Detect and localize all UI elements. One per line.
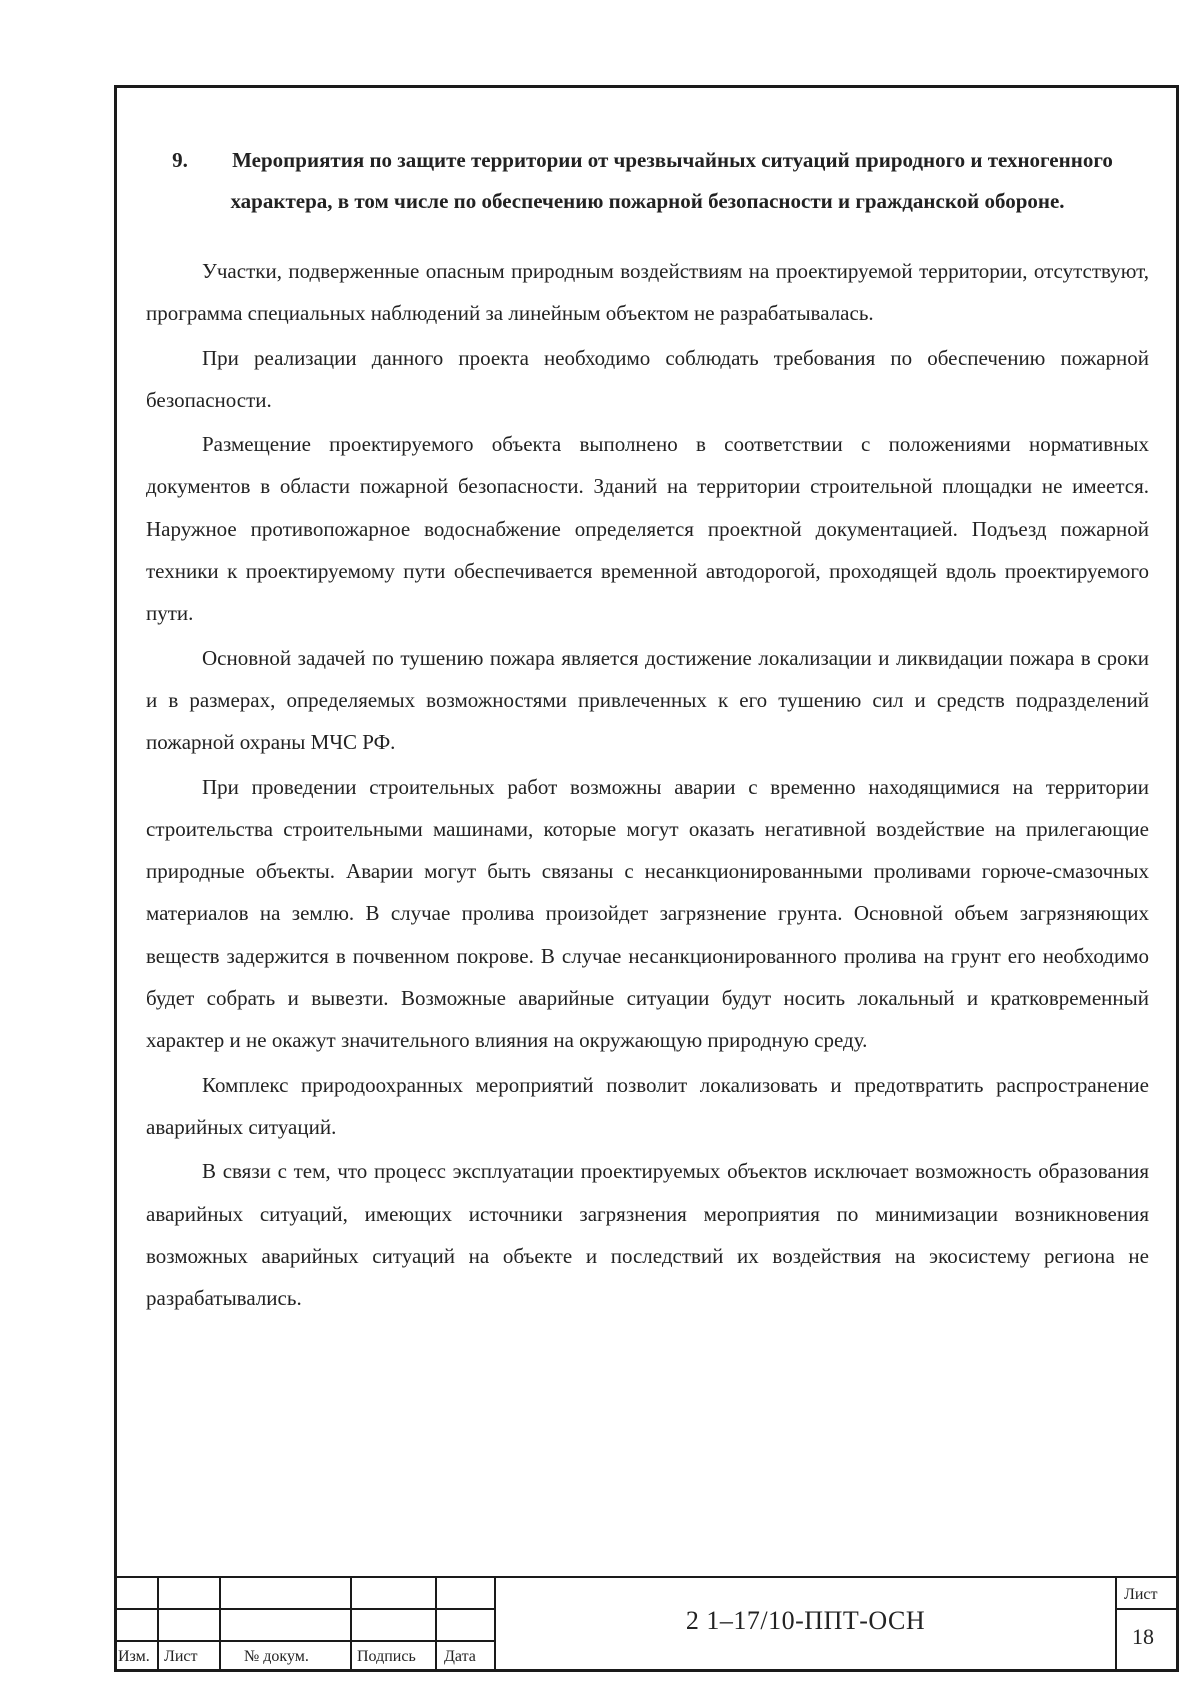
col-label-revision: Изм. — [118, 1648, 150, 1665]
paragraph: Размещение проектируемого объекта выполнено в соответствии с положениями нормативных документов в области пожарной безопасности. Зданий на территории строительной площадки не имеется. Наружное противопожарное водоснабжение определяется проектной документацией. Подъезд пожарной техники к проектируемому пути обеспечивается временной автодорогой, проходящей вдоль проектируемого пути. — [146, 432, 1149, 626]
section-title: Мероприятия по защите территории от чрезвычайных ситуаций природного и техногенного характера, в том числе по обеспечению пожарной безопасности и гражданской обороне. — [230, 148, 1113, 213]
title-block-row-line — [114, 1608, 496, 1610]
paragraph: Участки, подверженные опасным природным воздействиям на проектируемой территории, отсутствуют, программа специальных наблюдений за линейным объектом не разрабатывалась. — [146, 259, 1149, 326]
paragraph: Комплекс природоохранных мероприятий позволит локализовать и предотвратить распространение аварийных ситуаций. — [146, 1072, 1149, 1139]
col-label-signature: Подпись — [357, 1648, 416, 1665]
col-label-date: Дата — [444, 1648, 476, 1665]
sheet-label: Лист — [1124, 1586, 1158, 1603]
title-block-row-line — [114, 1640, 496, 1642]
title-block-top-border — [114, 1576, 1179, 1578]
title-block-col-line — [435, 1576, 437, 1672]
paragraph: При проведении строительных работ возможны аварии с временно находящимися на территории строительства строительными машинами, которые могут оказать негативной воздействие на прилегающие природные объекты. Аварии могут быть связаны с несанкционированными проливами горюче-смазочных материалов на землю. В случае пролива произойдет загрязнение грунта. Основной объем загрязняющих веществ задержится в почвенном покрове. В случае несанкционированного пролива на грунт его необходимо будет собрать и вывезти. Возможные аварийные ситуации будут носить локальный и кратковременный характер и не окажут значительного влияния на окружающую природную среду. — [146, 774, 1149, 1053]
col-label-doc-number: № докум. — [244, 1648, 309, 1665]
document-code: 2 1–17/10-ППТ-ОСН — [685, 1606, 926, 1635]
col-label-sheet: Лист — [164, 1648, 198, 1665]
document-body — [146, 140, 1149, 1321]
title-block-col-line — [157, 1576, 159, 1672]
paragraph: В связи с тем, что процесс эксплуатации проектируемых объектов исключает возможность образования аварийных ситуаций, имеющих источники загрязнения мероприятия по минимизации возникновения возможных аварийных ситуаций на объекте и последствий их воздействия на экосистему региона не разрабатывались. — [146, 1159, 1149, 1311]
section-heading — [146, 140, 1149, 222]
title-block-sheet-line — [1115, 1608, 1179, 1610]
sheet-number: 18 — [1132, 1624, 1154, 1649]
title-block-col-line — [219, 1576, 221, 1672]
title-block-col-line — [1115, 1576, 1117, 1672]
section-number: 9. — [172, 148, 188, 172]
paragraph: Основной задачей по тушению пожара является достижение локализации и ликвидации пожара в сроки и в размерах, определяемых возможностями привлеченных к его тушению сил и средств подразделений пожарной охраны МЧС РФ. — [146, 645, 1149, 755]
paragraph: При реализации данного проекта необходимо соблюдать требования по обеспечению пожарной безопасности. — [146, 345, 1149, 412]
title-block-col-line — [350, 1576, 352, 1672]
title-block — [114, 1576, 1179, 1672]
